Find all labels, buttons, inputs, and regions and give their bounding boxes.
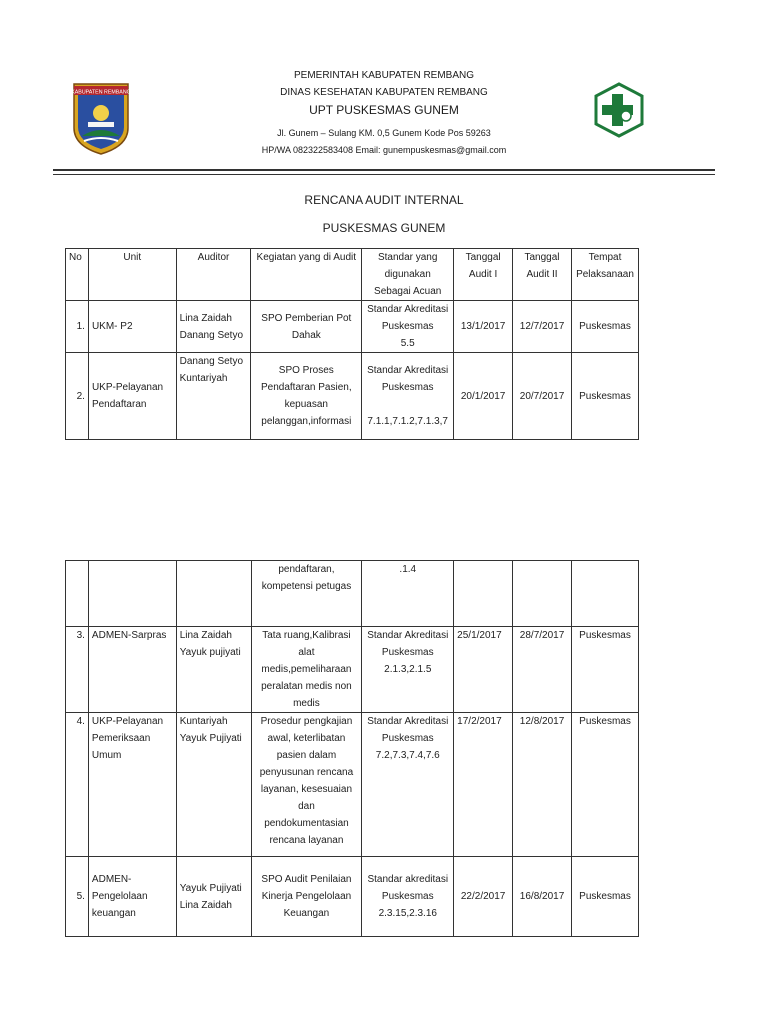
cell-tanggal1: 25/1/2017 <box>454 627 513 713</box>
cell-no: 3. <box>66 627 89 713</box>
cell-kegiatan <box>251 561 362 627</box>
cell-auditor-line: Lina Zaidah <box>179 312 232 324</box>
cell-standar <box>362 857 454 937</box>
cell-tanggal2: 12/7/2017 <box>513 301 572 353</box>
header-standar-line: Sebagai Acuan <box>374 286 442 297</box>
cell-no: 1. <box>66 301 89 353</box>
header-standar <box>362 249 454 301</box>
cell-kegiatan-line: peralatan medis non <box>261 681 352 692</box>
letterhead-rule-thick <box>53 169 715 171</box>
cell-auditor-line: Danang Setyo <box>179 329 244 341</box>
cell-standar-line: 2.1.3,2.1.5 <box>384 664 432 675</box>
cell-standar-line: Puskesmas <box>381 891 434 902</box>
cell-standar <box>362 301 454 353</box>
cell-tanggal2 <box>513 561 572 627</box>
cell-kegiatan-line: Pendaftaran Pasien, <box>260 382 352 393</box>
cell-unit <box>88 353 176 440</box>
cell-unit-line: UKP-Pelayanan <box>91 716 164 727</box>
cell-no: 5. <box>66 857 89 937</box>
cell-unit-line: keuangan <box>91 908 136 919</box>
cell-kegiatan <box>251 857 362 937</box>
document-title: RENCANA AUDIT INTERNAL <box>304 193 464 207</box>
header-tempat <box>571 249 638 301</box>
cell-kegiatan-line: SPO Proses <box>278 365 334 376</box>
org-line-2: DINAS KESEHATAN KABUPATEN REMBANG <box>280 87 488 98</box>
cell-kegiatan-line: kompetensi petugas <box>261 581 352 592</box>
cell-standar-line: Puskesmas <box>381 321 434 332</box>
cell-kegiatan <box>251 353 362 440</box>
table-row <box>66 857 639 937</box>
cell-standar-line <box>365 396 450 413</box>
cell-kegiatan-line: pelanggan,informasi <box>261 416 352 427</box>
header-tempat-line: Tempat <box>588 252 622 263</box>
cell-kegiatan-line: Dahak <box>291 329 321 341</box>
cell-kegiatan-line: Keuangan <box>283 908 330 919</box>
cell-tanggal1 <box>454 561 513 627</box>
cell-tanggal1: 22/2/2017 <box>454 857 513 937</box>
cell-auditor <box>176 857 251 937</box>
cell-unit <box>88 857 176 937</box>
cell-auditor-line: Danang Setyo <box>179 356 244 367</box>
cell-standar-line: Standar Akreditasi <box>367 630 449 641</box>
cell-auditor-line: Yayuk Pujiyati <box>179 733 242 744</box>
cell-kegiatan <box>251 627 362 713</box>
header-tanggal1-line: Tanggal <box>465 252 501 263</box>
cell-unit-line: Pengelolaan <box>91 891 148 902</box>
cell-auditor-line: Yayuk Pujiyati <box>179 882 242 894</box>
address-line: Jl. Gunem – Sulang KM. 0,5 Gunem Kode Pos 59263 <box>277 128 491 138</box>
cell-tempat: Puskesmas <box>572 857 639 937</box>
cell-standar-line: Standar Akreditasi <box>367 716 449 727</box>
cell-unit <box>88 713 176 857</box>
cell-standar-line: 5.5 <box>400 338 415 349</box>
table-row <box>66 301 639 353</box>
header-kegiatan: Kegiatan yang di Audit <box>251 249 362 301</box>
cell-standar <box>362 627 454 713</box>
cell-auditor-line: Kuntariyah <box>179 716 228 727</box>
cell-auditor <box>176 301 251 353</box>
cell-standar-line: .1.4 <box>399 564 417 575</box>
table-row <box>66 627 639 713</box>
audit-plan-table-page-1 <box>65 248 639 440</box>
cell-standar <box>362 713 454 857</box>
cell-kegiatan-line: rencana layanan <box>269 835 344 846</box>
cell-tanggal2: 16/8/2017 <box>513 857 572 937</box>
header-tanggal2-line: Tanggal <box>524 252 560 263</box>
cell-kegiatan-line: SPO Pemberian Pot <box>261 312 352 324</box>
cell-auditor-line: Lina Zaidah <box>179 630 232 641</box>
contact-line: HP/WA 082322583408 Email: gunempuskesmas@gmail.com <box>261 145 507 155</box>
org-line-1: PEMERINTAH KABUPATEN REMBANG <box>293 70 475 81</box>
cell-auditor <box>176 627 251 713</box>
cell-auditor <box>176 713 251 857</box>
cell-tempat <box>572 561 639 627</box>
cell-standar-line: 7.1.1,7.1.2,7.1.3,7 <box>367 416 448 427</box>
cell-standar <box>362 561 454 627</box>
cell-unit <box>88 561 176 627</box>
unit-name: UPT PUSKESMAS GUNEM <box>309 103 459 117</box>
cell-no: 4. <box>66 713 89 857</box>
letterhead-rule-thin <box>53 174 715 175</box>
cell-kegiatan-line: pendaftaran, <box>278 564 335 575</box>
cell-tanggal2: 28/7/2017 <box>513 627 572 713</box>
table-row <box>66 561 639 627</box>
audit-plan-table-page-2 <box>65 560 639 937</box>
cell-standar-line: Puskesmas <box>381 733 434 744</box>
table-header-row <box>66 249 639 301</box>
cell-tempat: Puskesmas <box>571 353 638 440</box>
cell-auditor-line: Kuntariyah <box>179 373 228 384</box>
cell-no <box>66 561 89 627</box>
cell-kegiatan-line: dan pendokumentasian <box>264 801 349 829</box>
cell-unit <box>88 627 176 713</box>
cell-standar-line: Standar akreditasi <box>367 874 449 885</box>
cell-kegiatan-line: alat <box>298 647 315 658</box>
cell-tanggal2: 12/8/2017 <box>513 713 572 857</box>
cell-unit-line: UKP-Pelayanan <box>91 382 164 393</box>
cell-auditor <box>176 353 251 440</box>
cell-kegiatan <box>251 301 362 353</box>
cell-kegiatan-line: layanan, kesesuaian <box>260 784 353 795</box>
cell-standar-line: Standar Akreditasi <box>367 304 449 315</box>
cell-kegiatan-line: SPO Audit Penilaian <box>261 874 352 885</box>
header-standar-line: Standar yang <box>377 252 438 263</box>
header-tanggal2-line: Audit II <box>526 269 558 280</box>
cell-unit-line: ADMEN-Sarpras <box>91 630 167 641</box>
header-tanggal1-line: Audit I <box>468 269 498 280</box>
cell-standar <box>362 353 454 440</box>
crest-banner-text: KABUPATEN REMBANG <box>71 89 131 96</box>
cell-tempat: Puskesmas <box>572 627 639 713</box>
cell-kegiatan-line: medis,pemeliharaan <box>261 664 352 675</box>
cell-auditor-line: Yayuk pujiyati <box>179 647 241 658</box>
cell-auditor-line: Lina Zaidah <box>179 899 232 911</box>
header-tanggal-audit-1 <box>454 249 513 301</box>
cell-unit-line: ADMEN- <box>91 874 132 885</box>
table-row <box>66 713 639 857</box>
table-row <box>66 353 639 440</box>
header-tempat-line: Pelaksanaan <box>576 269 634 280</box>
cell-unit <box>88 301 176 353</box>
document-subtitle: PUSKESMAS GUNEM <box>322 221 446 235</box>
header-standar-line: digunakan <box>384 269 431 280</box>
cell-kegiatan-line: pasien dalam <box>276 750 337 761</box>
cell-standar-line: Puskesmas <box>381 382 434 393</box>
cell-unit-line: Pemeriksaan <box>91 733 151 744</box>
cell-kegiatan-line: Kinerja Pengelolaan <box>261 891 352 902</box>
cell-tempat: Puskesmas <box>572 713 639 857</box>
cell-standar-line: 2.3.15,2.3.16 <box>378 908 437 919</box>
cell-auditor <box>176 561 251 627</box>
cell-kegiatan <box>251 713 362 857</box>
cell-kegiatan-line: Tata ruang,Kalibrasi <box>262 630 351 641</box>
cell-tanggal1: 13/1/2017 <box>454 301 513 353</box>
cell-kegiatan-line: kepuasan <box>284 399 328 410</box>
cell-kegiatan-line: awal, keterlibatan <box>267 733 346 744</box>
header-unit: Unit <box>88 249 176 301</box>
cell-unit-line: UKM- P2 <box>91 321 133 332</box>
cell-unit-line: Pendaftaran <box>91 399 147 410</box>
cell-tanggal2: 20/7/2017 <box>513 353 572 440</box>
header-auditor: Auditor <box>176 249 251 301</box>
cell-standar-line: Puskesmas <box>381 647 434 658</box>
cell-tanggal1: 17/2/2017 <box>454 713 513 857</box>
cell-standar-line: 7.2,7.3,7.4,7.6 <box>375 750 440 761</box>
header-no: No <box>66 249 89 301</box>
cell-kegiatan-line: Prosedur pengkajian <box>260 716 353 727</box>
cell-standar-line: Standar Akreditasi <box>367 365 449 376</box>
cell-unit-line: Umum <box>91 750 122 761</box>
cell-tempat: Puskesmas <box>571 301 638 353</box>
cell-kegiatan-line: medis <box>293 698 320 709</box>
cell-tanggal1: 20/1/2017 <box>454 353 513 440</box>
header-tanggal-audit-2 <box>513 249 572 301</box>
cell-no: 2. <box>66 353 89 440</box>
cell-kegiatan-line: penyusunan rencana <box>259 767 354 778</box>
